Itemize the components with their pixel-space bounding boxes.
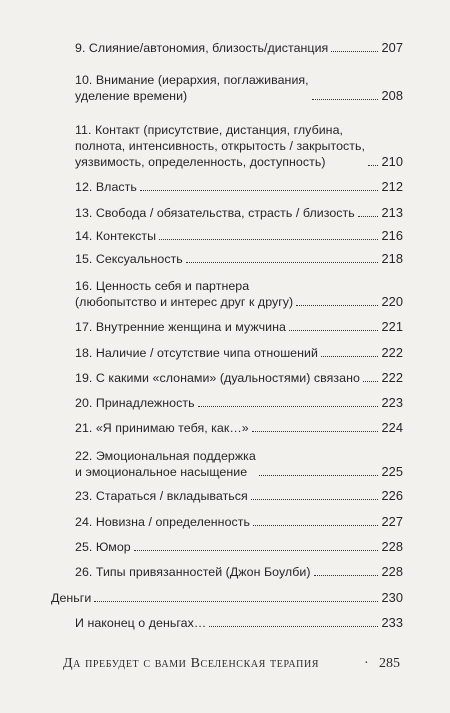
- page-footer: [0, 656, 450, 676]
- toc-entry: [75, 420, 403, 436]
- toc-entry-page: 230: [381, 590, 403, 605]
- toc-entry-title: 19. С какими «слонами» (дуальностями) связано: [75, 371, 360, 385]
- toc-entry: [75, 514, 403, 530]
- toc-entry-page: 228: [381, 539, 403, 554]
- dot-leader: [296, 304, 378, 306]
- toc-entry-page: 222: [381, 370, 403, 385]
- dot-leader: [314, 574, 379, 576]
- toc-entry-title: 20. Принадлежность: [75, 396, 195, 410]
- toc-entry-title: Деньги: [51, 591, 92, 605]
- toc-entry-page: 210: [381, 154, 403, 169]
- footer-page-number: 285: [379, 656, 400, 671]
- toc-entry: [75, 615, 403, 631]
- toc-entry-page: 223: [381, 395, 403, 410]
- toc-entry-title: 22. Эмоциональная поддержка и эмоциональное насыщение: [75, 449, 256, 479]
- dot-leader: [253, 524, 378, 526]
- dot-leader: [368, 164, 378, 166]
- toc-entry-page: 221: [381, 319, 403, 334]
- toc-entry-page: 222: [381, 345, 403, 360]
- toc-entry-page: 216: [381, 228, 403, 243]
- toc-entry-page: 207: [381, 40, 403, 55]
- dot-leader: [159, 238, 378, 240]
- toc-entry: [75, 448, 403, 480]
- toc-entry: [75, 40, 403, 56]
- toc-entry-title: И наконец о деньгах…: [75, 616, 207, 630]
- toc-entry: [75, 345, 403, 361]
- toc-entry-title: 17. Внутренние женщина и мужчина: [75, 320, 286, 334]
- toc-entry: [75, 179, 403, 195]
- dot-leader: [252, 430, 379, 432]
- toc-entry-page: 212: [381, 179, 403, 194]
- toc-entry-page: 225: [381, 464, 403, 479]
- dot-leader: [358, 215, 379, 217]
- toc-entry: [75, 205, 403, 221]
- toc-entry: [75, 539, 403, 555]
- toc-entry: [75, 122, 403, 170]
- toc-entry-title: 13. Свобода / обязательства, страсть / близость: [75, 206, 355, 220]
- dot-leader: [198, 405, 379, 407]
- toc-entry-title: 26. Типы привязанностей (Джон Боулби): [75, 565, 311, 579]
- toc-entry-title: 18. Наличие / отсутствие чипа отношений: [75, 346, 318, 360]
- dot-leader: [209, 625, 378, 627]
- toc-entry-title: 12. Власть: [75, 180, 137, 194]
- toc-entry-title: 15. Сексуальность: [75, 252, 183, 266]
- toc-entry-title: 14. Контексты: [75, 229, 157, 243]
- dot-leader: [134, 549, 379, 551]
- toc-entry-title: 11. Контакт (присутствие, дистанция, глубина, полнота, интенсивность, открытость / закрытость, уязвимость, определенность, доступность): [75, 123, 365, 169]
- toc-entry: [75, 488, 403, 504]
- toc-entry-page: 228: [381, 564, 403, 579]
- dot-leader: [140, 189, 379, 191]
- footer-separator: ·: [364, 656, 369, 671]
- toc-entry-page: 218: [381, 251, 403, 266]
- toc-entry-page: 208: [381, 88, 403, 103]
- toc-entry: [75, 370, 403, 386]
- toc-entry: [75, 319, 403, 335]
- toc-entry: [75, 395, 403, 411]
- toc-entry-title: 9. Слияние/автономия, близость/дистанция: [75, 41, 329, 55]
- toc-entry: [75, 278, 403, 310]
- dot-leader: [321, 355, 379, 357]
- dot-leader: [251, 498, 379, 500]
- toc-entry-page: 227: [381, 514, 403, 529]
- running-title: Да пребудет с вами Вселенская терапия: [63, 656, 320, 671]
- toc-entry: [51, 590, 403, 606]
- toc-entry: [75, 564, 403, 580]
- toc-entry-title: 21. «Я принимаю тебя, как…»: [75, 421, 249, 435]
- toc-entry-title: 25. Юмор: [75, 540, 131, 554]
- toc-entry-page: 213: [381, 205, 403, 220]
- toc-entry-page: 220: [381, 294, 403, 309]
- toc-entry: [75, 251, 403, 267]
- dot-leader: [331, 50, 378, 52]
- toc-entry-title: 10. Внимание (иерархия, поглаживания, уделение времени): [75, 73, 309, 103]
- toc-entry-page: 224: [381, 420, 403, 435]
- dot-leader: [289, 329, 379, 331]
- toc-entry-title: 23. Стараться / вкладываться: [75, 489, 248, 503]
- toc-entry-page: 233: [381, 615, 403, 630]
- dot-leader: [259, 474, 379, 476]
- dot-leader: [312, 98, 379, 100]
- dot-leader: [186, 261, 379, 263]
- toc-entry-page: 226: [381, 488, 403, 503]
- toc-entry-title: 16. Ценность себя и партнера (любопытство и интерес друг к другу): [75, 279, 294, 309]
- toc-entry: [75, 72, 403, 104]
- toc-entry: [75, 228, 403, 244]
- dot-leader: [363, 380, 379, 382]
- dot-leader: [94, 600, 378, 602]
- toc-entry-title: 24. Новизна / определенность: [75, 515, 250, 529]
